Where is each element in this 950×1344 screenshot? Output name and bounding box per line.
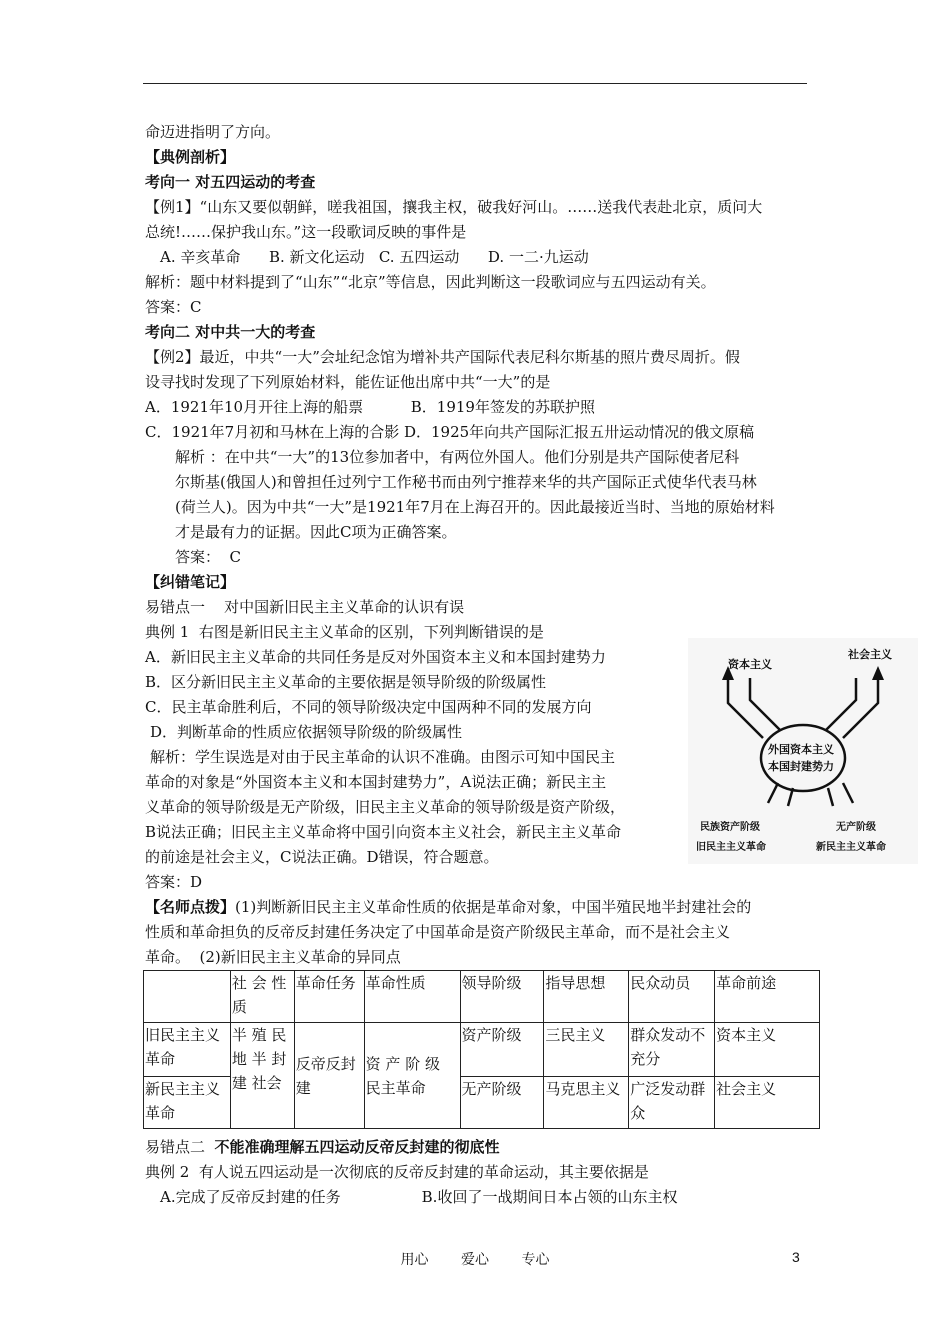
table-cell: 资 产 阶 级 民主革命 <box>364 1023 460 1129</box>
text-line: 解析 ：在中共“一大”的13位参加者中，有两位外国人。他们分别是共产国际使者尼科 <box>175 448 740 466</box>
text-line: 义革命的领导阶级是无产阶级，旧民主主义革命的领导阶级是资产阶级， <box>145 798 626 816</box>
section-heading: 【纠错笔记】 <box>145 573 236 591</box>
label-national-bourgeoisie: 民族资产阶级 <box>700 822 760 833</box>
table-cell: 三民主义 <box>544 1023 629 1077</box>
label-proletariat: 无产阶级 <box>836 822 876 833</box>
table-cell: 群众发动不充分 <box>629 1023 715 1077</box>
table-cell: 旧民主主义革命 <box>144 1023 231 1077</box>
text-line: 【例1】“山东又要似朝鲜，嗟我祖国，攘我主权，破我好河山。……送我代表赴北京，质问大 <box>145 198 763 216</box>
table-cell: 革命任务 <box>294 971 364 1023</box>
table-cell: 马克思主义 <box>544 1077 629 1129</box>
error-point-label: 易错点二 <box>145 1138 215 1156</box>
text-line: 革命的对象是“外国资本主义和本国封建势力”，A说法正确；新民主主 <box>145 773 607 791</box>
table-cell: 社 会 性质 <box>230 971 294 1023</box>
text-line: 总统!……保护我山东。”这一段歌词反映的事件是 <box>145 223 467 241</box>
footer-middle: 爱心 <box>461 1252 489 1268</box>
subsection-heading: 考向二 对中共一大的考查 <box>145 323 316 341</box>
options-line: A.完成了反帝反封建的任务 B.收回了一战期间日本占领的山东主权 <box>160 1188 678 1206</box>
text-line: 的前途是社会主义，C说法正确。D错误，符合题意。 <box>145 848 499 866</box>
text-line: 典例 2 有人说五四运动是一次彻底的反帝反封建的革命运动，其主要依据是 <box>145 1163 649 1181</box>
text-line: B说法正确；旧民主主义革命将中国引向资本主义社会，新民主主义革命 <box>145 823 622 841</box>
text-line: 典例 1 右图是新旧民主主义革命的区别，下列判断错误的是 <box>145 623 544 641</box>
text-line: 革命。 (2)新旧民主主义革命的异同点 <box>145 948 401 966</box>
footer-right: 专心 <box>521 1252 550 1268</box>
tip-label: 【名师点拨】 <box>145 898 236 916</box>
table-cell: 社会主义 <box>715 1077 820 1129</box>
table-cell: 革命性质 <box>364 971 460 1023</box>
error-point-title: 不能准确理解五四运动反帝反封建的彻底性 <box>214 1138 500 1156</box>
text-line: 命迈进指明了方向。 <box>145 123 281 141</box>
section-heading: 【典例剖析】 <box>145 148 236 166</box>
table-cell: 新民主主义革命 <box>144 1077 231 1129</box>
text-line: 易错点一 对中国新旧民主主义革命的认识有误 <box>145 598 465 616</box>
table-cell: 指导思想 <box>544 971 629 1023</box>
comparison-table <box>143 970 820 1129</box>
table-cell <box>144 971 231 1023</box>
table-cell: 领导阶级 <box>460 971 544 1023</box>
diagram-svg <box>688 638 918 864</box>
table-header-row <box>144 971 820 1023</box>
text-line: 尔斯基(俄国人)和曾担任过列宁工作秘书而由列宁推荐来华的共产国际正式使华代表马林 <box>175 473 757 491</box>
text-line <box>145 1137 500 1157</box>
label-socialism: 社会主义 <box>848 648 892 661</box>
table-cell: 资产阶级 <box>460 1023 544 1077</box>
table-cell: 革命前途 <box>715 971 820 1023</box>
options-line: A．1921年10月开往上海的船票 B．1919年签发的苏联护照 <box>145 398 595 416</box>
subsection-heading: 考向一 对五四运动的考查 <box>145 173 316 191</box>
options-line: A. 辛亥革命 B. 新文化运动 C. 五四运动 D. 一二·九运动 <box>160 248 589 266</box>
header-rule <box>143 83 807 84</box>
options-line: D．判断革命的性质应依据领导阶级的阶级属性 <box>150 723 463 741</box>
options-line: C．1921年7月初和马林在上海的合影 D．1925年向共产国际汇报五卅运动情况的俄文原稿 <box>145 423 755 441</box>
label-new-democratic: 新民主主义革命 <box>816 842 886 853</box>
text-line: 设寻找时发现了下列原始材料，能佐证他出席中共“一大”的是 <box>145 373 551 391</box>
text-line <box>145 897 751 917</box>
answer-line: 答案：C <box>145 298 202 316</box>
revolution-diagram <box>688 638 918 864</box>
label-capitalism: 资本主义 <box>728 658 772 671</box>
text-line: 解析：题中材料提到了“山东”“北京”等信息，因此判断这一段歌词应与五四运动有关。 <box>145 273 716 291</box>
label-foreign-capitalism: 外国资本主义 <box>768 743 834 756</box>
text-line: 才是最有力的证据。因此C项为正确答案。 <box>175 523 457 541</box>
table-cell: 资本主义 <box>715 1023 820 1077</box>
options-line: B．区分新旧民主主义革命的主要依据是领导阶级的阶级属性 <box>145 673 547 691</box>
footer-left: 用心 <box>400 1252 429 1268</box>
text-line: (荷兰人)。因为中共“一大”是1921年7月在上海召开的。因此最接近当时、当地的原始材料 <box>175 498 775 516</box>
options-line: C．民主革命胜利后，不同的领导阶级决定中国两种不同的发展方向 <box>145 698 592 716</box>
text-line: 性质和革命担负的反帝反封建任务决定了中国革命是资产阶级民主革命，而不是社会主义 <box>145 923 731 941</box>
text-line: 【例2】最近，中共“一大”会址纪念馆为增补共产国际代表尼科尔斯基的照片费尽周折。假 <box>145 348 740 366</box>
table-cell: 无产阶级 <box>460 1077 544 1129</box>
options-line: A．新旧民主主义革命的共同任务是反对外国资本主义和本国封建势力 <box>145 648 606 666</box>
table-cell: 广泛发动群众 <box>629 1077 715 1129</box>
table-cell: 半 殖 民 地 半 封 建 社会 <box>230 1023 294 1129</box>
answer-line: 答案： C <box>175 548 242 566</box>
page-footer <box>0 1249 950 1269</box>
text-line: 解析：学生误选是对由于民主革命的认识不准确。由图示可知中国民主 <box>150 748 616 766</box>
tip-text: (1)判断新旧民主主义革命性质的依据是革命对象，中国半殖民地半封建社会的 <box>235 898 752 916</box>
label-feudal-forces: 本国封建势力 <box>768 760 834 773</box>
page-number: 3 <box>792 1249 800 1265</box>
label-old-democratic: 旧民主主义革命 <box>696 842 766 853</box>
table-row <box>144 1023 820 1077</box>
table-cell: 反帝反封建 <box>294 1023 364 1129</box>
answer-line: 答案：D <box>145 873 203 891</box>
table-cell: 民众动员 <box>629 971 715 1023</box>
